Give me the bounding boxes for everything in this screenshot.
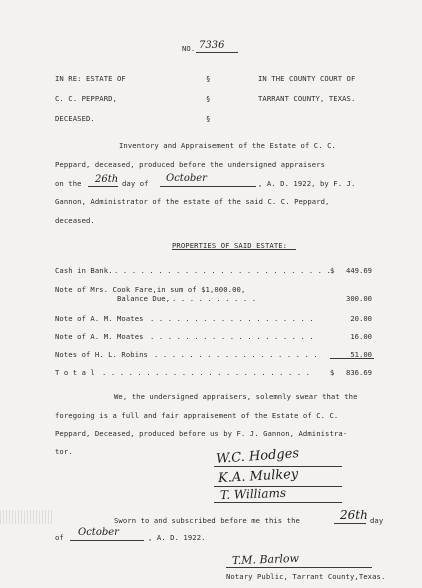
caption-right-1: IN THE COUNTY COURT OF [258,74,356,83]
item-amount: 51.00 [350,350,372,359]
item-currency: $ [330,266,335,275]
signature-line-3 [214,502,342,503]
total-amount: 836.69 [346,368,372,377]
item-label: Cash in Bank. [55,266,113,275]
item-label: Notes of H. L. Robins [55,350,148,359]
item-label: Note of Mrs. Cook Fare,in sum of $1,000.00, [55,285,246,294]
item-amount: 16.00 [350,332,372,341]
notary-signature: T.M. Barlow [231,551,300,568]
jurat-month-underline [70,540,144,541]
intro-line-3b: day of [122,179,149,188]
oath-line-2: foregoing is a full and fair appraisement of the Estate of C. C. [55,411,339,420]
intro-day: 26th [95,174,119,185]
caption-left-3: DECEASED. [55,114,95,123]
signature-line-1 [214,466,342,467]
jurat-line-1b: day [370,516,384,525]
doc-number-label: NO. [182,44,196,53]
total-dots: . . . . . . . . . . . . . . . . . . . . . . . . [102,368,311,377]
oath-line-1: We, the undersigned appraisers, solemnly swear that the [114,392,358,401]
doc-number-underline [196,52,238,53]
item-label: Note of A. M. Moates [55,314,144,323]
jurat-line-2a: of [55,533,64,542]
jurat-line-2b: , A. D. 1922. [148,533,206,542]
scan-edge-mark [0,510,52,524]
jurat-day-underline [334,523,366,524]
appraiser-signature-2: K.A. Mulkey [217,466,299,487]
intro-line-3c: , A. D. 1922, by F. J. [258,179,356,188]
item-dots: . . . . . . . . . . . . . . . . . . . [154,350,318,359]
item-label: Note of A. M. Moates [55,332,144,341]
caption-right-2: TARRANT COUNTY, TEXAS. [258,94,356,103]
caption-divider-2: § [206,94,211,103]
intro-month-underline [160,186,256,187]
caption-divider-1: § [206,74,211,83]
item-dots: . . . . . . . . . . [172,294,257,303]
intro-line-2: Peppard, deceased, produced before the undersigned appraisers [55,160,326,169]
item-dots: . . . . . . . . . . . . . . . . . . . . . . . . . [114,266,331,275]
intro-line-1: Inventory and Appraisement of the Estate of C. C. [119,141,336,150]
subtotal-rule [330,358,374,359]
item-dots: . . . . . . . . . . . . . . . . . . . [150,332,314,341]
section-title-underline [172,249,296,250]
intro-day-underline [88,186,118,187]
caption-left-1: IN RE: ESTATE OF [55,74,126,83]
section-title: PROPERTIES OF SAID ESTATE: [172,241,288,250]
total-label: T o t a l [55,368,95,377]
notary-signature-line [226,567,372,568]
item-amount: 300.00 [346,294,372,303]
doc-number-value: 7336 [199,40,225,51]
intro-line-3a: on the [55,179,82,188]
oath-line-3: Peppard, Deceased, produced before us by F. J. Gannon, Administra- [55,429,348,438]
appraiser-signature-3: T. Williams [219,485,287,503]
item-dots: . . . . . . . . . . . . . . . . . . . [150,314,314,323]
intro-line-5: deceased. [55,216,95,225]
oath-line-4: tor. [55,447,73,456]
jurat-day: 26th [340,508,368,522]
caption-left-2: C. C. PEPPARD, [55,94,117,103]
notary-title: Notary Public, Tarrant County,Texas. [226,572,386,581]
jurat-line-1a: Sworn to and subscribed before me this the [114,516,300,525]
item-amount: 449.69 [346,266,372,275]
item-label-2: Balance Due, [117,294,171,303]
total-currency: $ [330,368,335,377]
intro-line-4: Gannon, Administrator of the estate of the said C. C. Peppard, [55,197,330,206]
appraiser-signature-1: W.C. Hodges [215,446,300,467]
caption-divider-3: § [206,114,211,123]
item-amount: 20.00 [350,314,372,323]
jurat-month: October [78,527,119,538]
intro-month: October [166,173,207,184]
